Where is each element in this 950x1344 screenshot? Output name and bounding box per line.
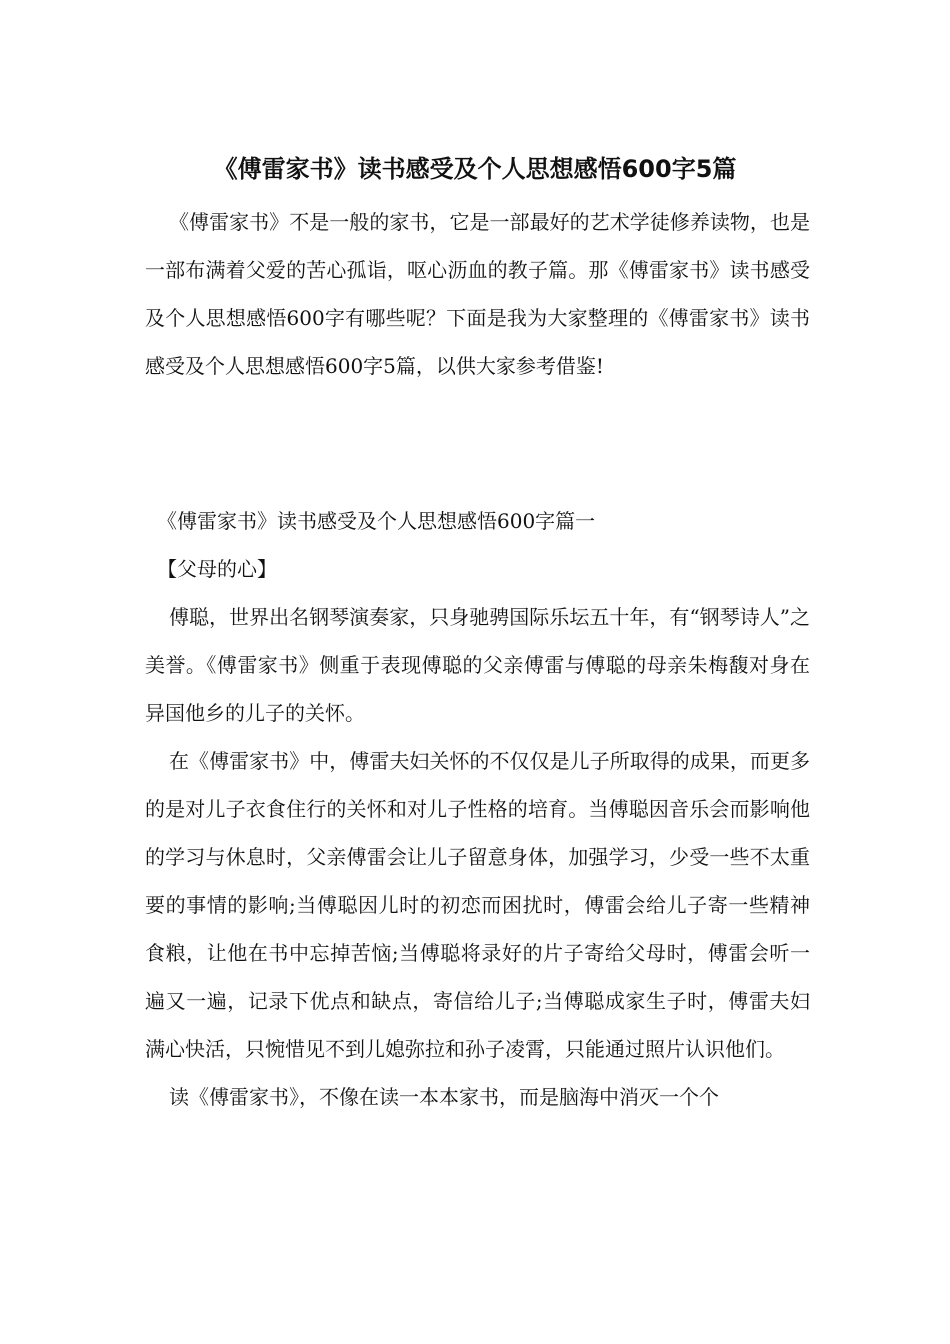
intro-block [145, 198, 810, 390]
section-title: 《傅雷家书》读书感受及个人思想感悟600字篇一 [157, 509, 596, 533]
intro-paragraph: 《傅雷家书》不是一般的家书，它是一部最好的艺术学徒修养读物，也是一部布满着父爱的苦心孤诣，呕心沥血的教子篇。那《傅雷家书》读书感受及个人思想感悟600字有哪些呢？下面是我为大家整理的《傅雷家书》读书感受及个人思想感悟600字5篇，以供大家参考借鉴! [145, 210, 810, 378]
section-block [145, 497, 810, 1121]
section-subheading: 【父母的心】 [157, 557, 277, 581]
body-paragraph-1: 傅聪，世界出名钢琴演奏家，只身驰骋国际乐坛五十年，有“钢琴诗人”之美誉。《傅雷家书》侧重于表现傅聪的父亲傅雷与傅聪的母亲朱梅馥对身在异国他乡的儿子的关怀。 [145, 605, 810, 725]
body-paragraph-2: 在《傅雷家书》中，傅雷夫妇关怀的不仅仅是儿子所取得的成果，而更多的是对儿子衣食住行的关怀和对儿子性格的培育。当傅聪因音乐会而影响他的学习与休息时，父亲傅雷会让儿子留意身体，加强学习，少受一些不太重要的事情的影响;当傅聪因儿时的初恋而困扰时，傅雷会给儿子寄一些精神食粮，让他在书中忘掉苦恼;当傅聪将录好的片子寄给父母时，傅雷会听一遍又一遍，记录下优点和缺点，寄信给儿子;当傅聪成家生子时，傅雷夫妇满心快活，只惋惜见不到儿媳弥拉和孙子凌霄，只能通过照片认识他们。 [145, 749, 810, 1061]
body-paragraph-3: 读《傅雷家书》，不像在读一本本家书，而是脑海中消灭一个个 [169, 1085, 719, 1109]
document-title: 《傅雷家书》读书感受及个人思想感悟600字5篇 [213, 155, 737, 183]
